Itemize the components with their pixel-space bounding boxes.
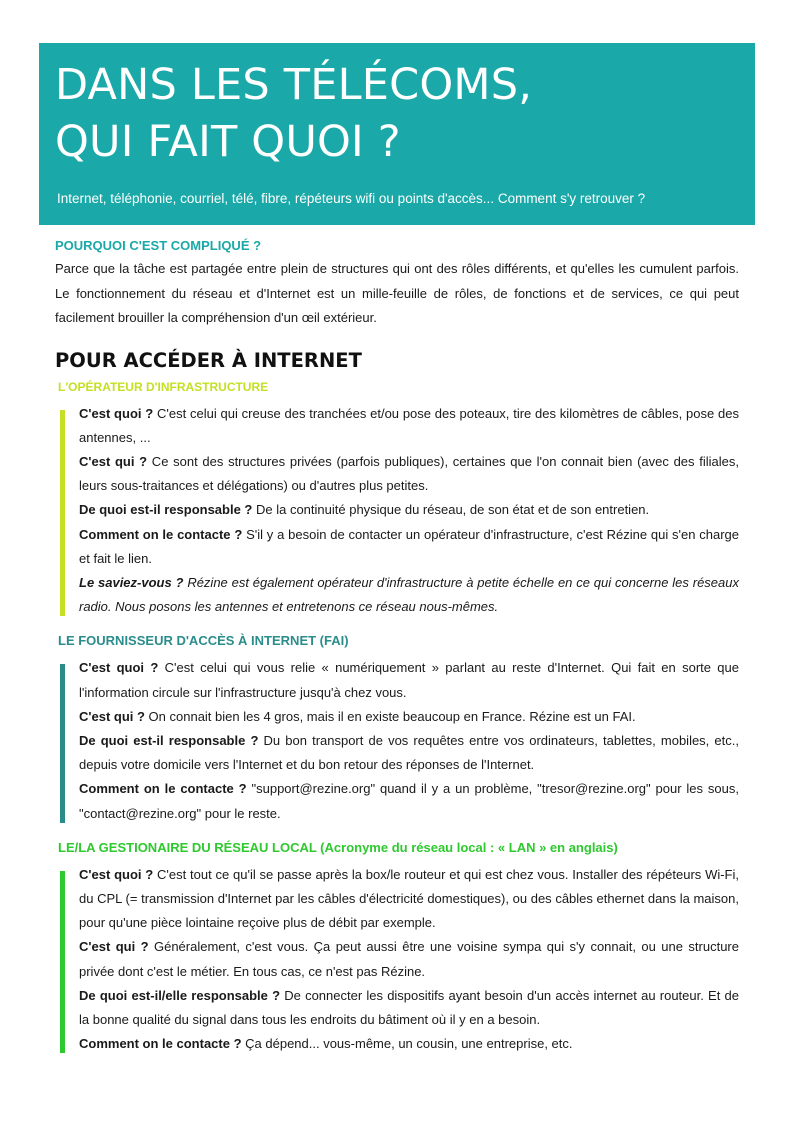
item-label: Comment on le contacte ? xyxy=(79,526,243,542)
list-item xyxy=(79,777,739,825)
list-item xyxy=(79,984,739,1032)
item-text: De la continuité physique du réseau, de son état et de son entretien. xyxy=(252,502,650,518)
accent-bar xyxy=(60,410,65,617)
list-item xyxy=(79,729,739,777)
did-you-know-item xyxy=(79,571,739,619)
list-item xyxy=(79,935,739,983)
why-text: Parce que la tâche est partagée entre plein de structures qui ont des rôles différents, et qu'elles les cumulent parfois. Le fonctionnement du réseau et d'Internet est un mille-feuille de rôles, de fonctions et de services, ce qui peut facilement brouiller la compréhension d'un œil extérieur. xyxy=(55,261,739,325)
item-text: De connecter les dispositifs ayant besoin d'un accès internet au routeur. Et de la bonne qualité du signal dans tous les endroits du bâtiment où il y en a besoin. xyxy=(79,987,740,1027)
list-item xyxy=(79,863,739,936)
item-text: On connait bien les 4 gros, mais il en existe beaucoup en France. Rézine est un FAI. xyxy=(144,708,636,724)
item-label: Comment on le contacte ? xyxy=(79,1036,242,1052)
item-text: C'est tout ce qu'il se passe après la box/le routeur et qui est chez vous. Installer des répéteurs Wi-Fi, du CPL (= transmission d'Internet par les câbles d'électricité domestiques), ou des câbles ethernet dans la maison, pour qu'une pièce lointaine reçoive plus de débit par exemple. xyxy=(79,866,739,931)
item-label: De quoi est-il responsable ? xyxy=(79,732,259,748)
item-text: S'il y a besoin de contacter un opérateur d'infrastructure, c'est Rézine qui s'en charge et fait le lien. xyxy=(79,526,739,566)
title-line-2: QUI FAIT QUOI ? xyxy=(55,117,401,167)
item-text: Ça dépend... vous-même, un cousin, une entreprise, etc. xyxy=(241,1036,573,1052)
item-label: C'est quoi ? xyxy=(79,866,154,882)
list-item xyxy=(79,523,739,571)
item-label: De quoi est-il responsable ? xyxy=(79,502,253,518)
section-fai-title: LE FOURNISSEUR D'ACCÈS À INTERNET (FAI) xyxy=(58,633,349,649)
item-label: Le saviez-vous ? xyxy=(79,574,184,590)
item-label: C'est qui ? xyxy=(79,453,148,469)
main-heading: POUR ACCÉDER À INTERNET xyxy=(55,348,362,372)
section-fai xyxy=(55,656,739,825)
item-text: Du bon transport de vos requêtes entre vos ordinateurs, tablettes, mobiles, etc., depuis votre domicile vers l'Internet et du bon retour des réponses de l'Internet. xyxy=(79,732,739,773)
item-text: C'est celui qui creuse des tranchées et/ou pose des poteaux, tire des kilomètres de câbles, pose des antennes, ... xyxy=(79,405,739,445)
subtitle: Internet, téléphonie, courriel, télé, fibre, répéteurs wifi ou points d'accès... Comment s'y retrouver ? xyxy=(57,191,646,206)
list-item xyxy=(79,450,739,498)
item-label: Comment on le contacte ? xyxy=(79,781,247,797)
list-item xyxy=(79,402,739,450)
list-item xyxy=(79,656,739,704)
section-infra xyxy=(55,402,739,620)
item-label: C'est qui ? xyxy=(79,939,149,955)
document-body xyxy=(55,238,739,1056)
item-text: Rézine est également opérateur d'infrastructure à petite échelle en ce qui concerne les réseaux radio. Nous posons les antennes et entretenons ce réseau nous-mêmes. xyxy=(79,574,739,615)
section-lan-title: LE/LA GESTIONAIRE DU RÉSEAU LOCAL (Acronyme du réseau local : « LAN » en anglais) xyxy=(58,839,618,855)
item-text: C'est celui qui vous relie « numériquement » parlant au reste d'Internet. Qui fait en sorte que l'information circule sur l'infrastructure jusqu'à chez vous. xyxy=(79,660,739,700)
item-label: De quoi est-il/elle responsable ? xyxy=(79,987,281,1003)
section-lan xyxy=(55,863,739,1057)
section-infra-title: L'OPÉRATEUR D'INFRASTRUCTURE xyxy=(58,379,269,394)
accent-bar xyxy=(60,871,65,1054)
item-text: Ce sont des structures privées (parfois publiques), certaines que l'on connait bien (avec des filiales, leurs sous-traitances et délégations) ou d'autres plus petites. xyxy=(79,453,739,494)
item-label: C'est quoi ? xyxy=(79,660,159,676)
item-text: Généralement, c'est vous. Ça peut aussi être une voisine sympa qui s'y connait, ou une structure privée dont c'est le métier. En tous cas, ce n'est pas Rézine. xyxy=(79,939,739,979)
why-title: POURQUOI C'EST COMPLIQUÉ ? xyxy=(55,238,262,253)
item-label: C'est quoi ? xyxy=(79,405,154,421)
accent-bar xyxy=(60,664,65,822)
list-item xyxy=(79,1032,739,1056)
title-line-1: DANS LES TÉLÉCOMS, xyxy=(55,60,533,110)
header-banner xyxy=(39,43,755,225)
item-label: C'est qui ? xyxy=(79,708,145,724)
list-item xyxy=(79,498,739,522)
page-title xyxy=(55,57,739,171)
item-text: "support@rezine.org" quand il y a un problème, "tresor@rezine.org" pour les sous, "contact@rezine.org" pour le reste. xyxy=(79,781,739,821)
list-item xyxy=(79,705,739,729)
